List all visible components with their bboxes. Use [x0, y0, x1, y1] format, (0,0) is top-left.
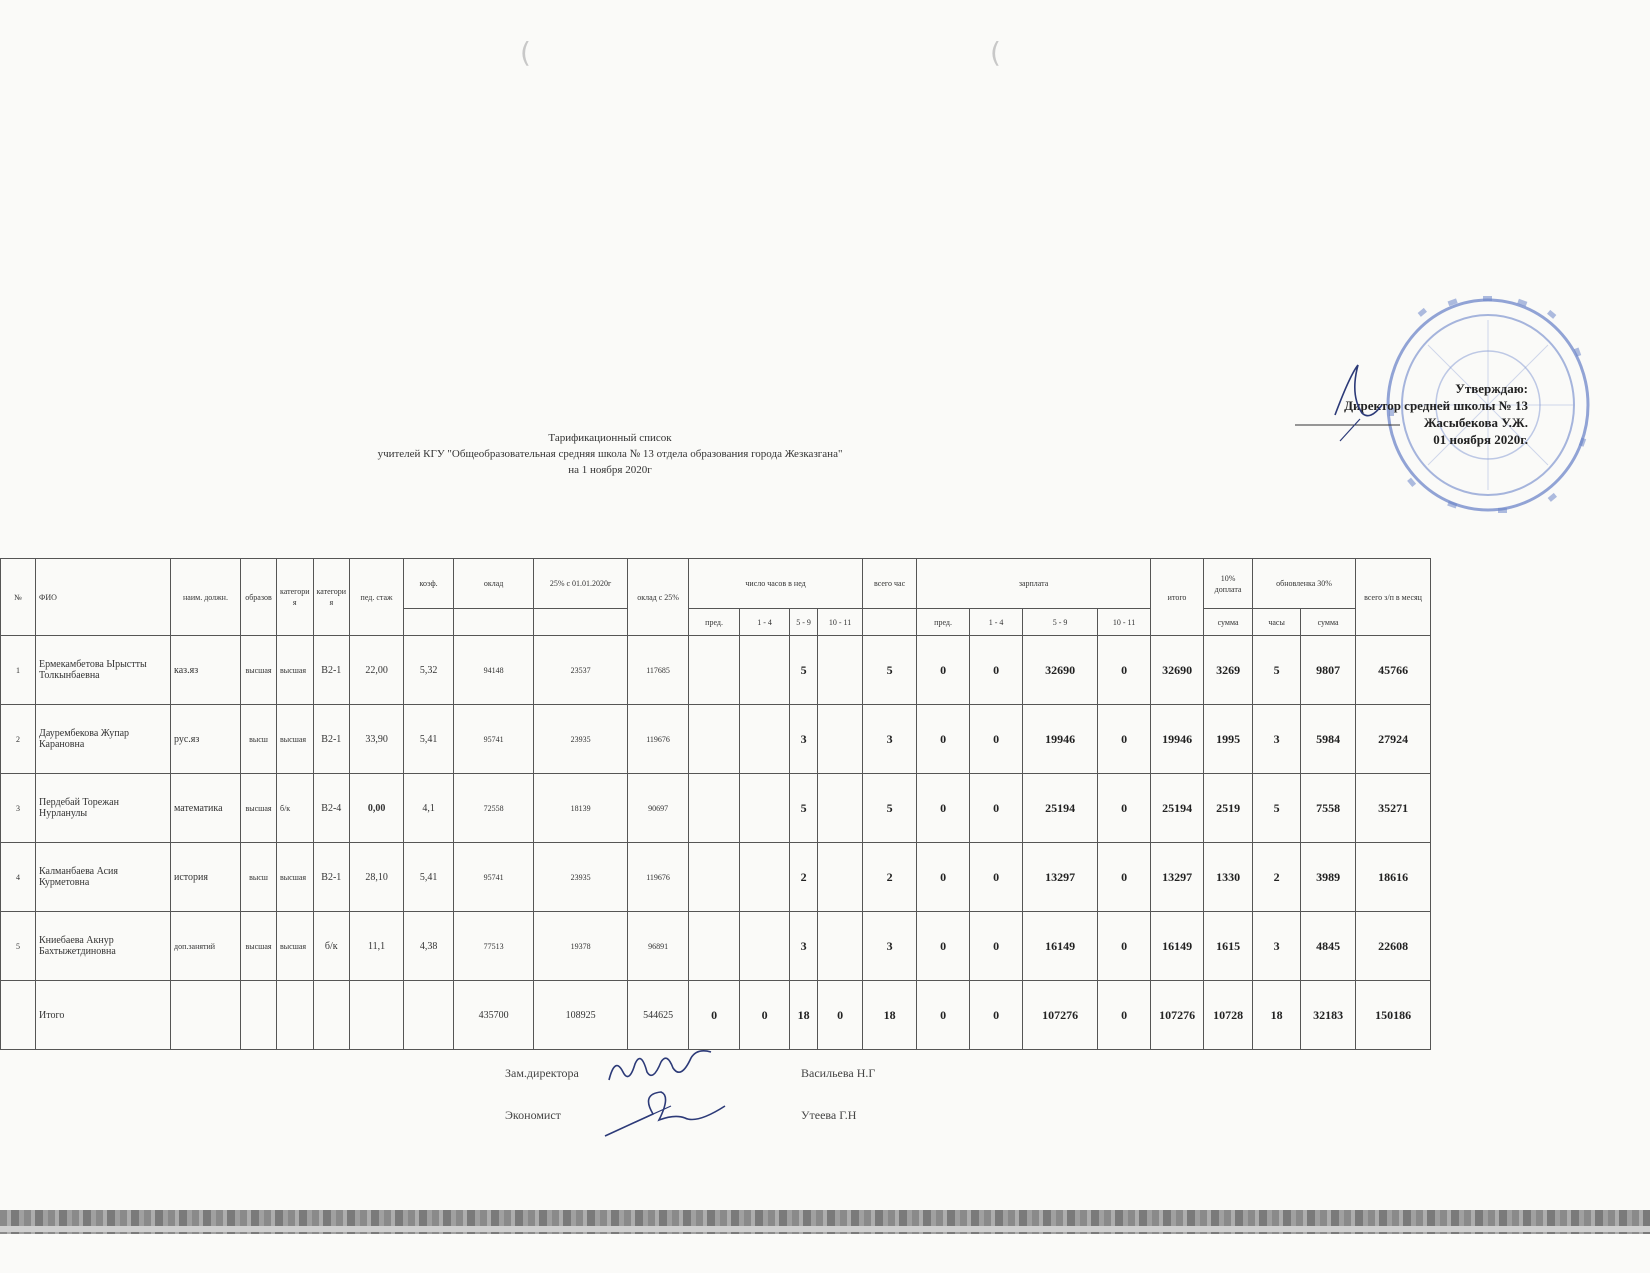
cell-check10: 1330 — [1204, 843, 1253, 912]
punch-hole-mark-right: ( — [990, 36, 1001, 69]
cell-total-hours: 3 — [863, 912, 917, 981]
total-coef-blank — [404, 981, 454, 1050]
table-row — [1, 843, 1431, 912]
cell-wage-1-4: 0 — [970, 705, 1023, 774]
cell-hours-5-9: 3 — [790, 912, 818, 981]
table-row — [1, 636, 1431, 705]
cell-update-hours: 5 — [1253, 636, 1301, 705]
total-pct25: 108925 — [534, 981, 628, 1050]
cell-hours-5-9: 5 — [790, 774, 818, 843]
cell-hours-pre — [689, 912, 740, 981]
header-wage-sub-5-9: 5 - 9 — [1023, 609, 1098, 636]
cell-education: высш — [241, 705, 277, 774]
cell-hours-1-4 — [740, 843, 790, 912]
cell-wage-1-4: 0 — [970, 912, 1023, 981]
cell-hours-1-4 — [740, 774, 790, 843]
total-salary25: 544625 — [628, 981, 689, 1050]
cell-education: высшая — [241, 636, 277, 705]
deputy-role: Зам.директора — [505, 1066, 579, 1080]
cell-wage-10-11: 0 — [1098, 774, 1151, 843]
header-hours-week: число часов в нед — [689, 559, 863, 609]
cell-total-hours: 2 — [863, 843, 917, 912]
cell-pct25: 18139 — [534, 774, 628, 843]
header-salary: оклад — [454, 559, 534, 609]
cell-position: каз.яз — [171, 636, 241, 705]
cell-total-month: 27924 — [1356, 705, 1431, 774]
total-hours-1-4: 0 — [740, 981, 790, 1050]
cell-hours-10-11 — [818, 636, 863, 705]
cell-coef: 5,32 — [404, 636, 454, 705]
cell-category-1: высшая — [277, 636, 314, 705]
total-wage-1-4: 0 — [970, 981, 1023, 1050]
cell-update-sum: 4845 — [1301, 912, 1356, 981]
total-position-blank — [171, 981, 241, 1050]
total-check10: 10728 — [1204, 981, 1253, 1050]
total-wage-10-11: 0 — [1098, 981, 1151, 1050]
cell-hours-pre — [689, 636, 740, 705]
header-salary25: оклад с 25% — [628, 559, 689, 636]
cell-category-1: высшая — [277, 843, 314, 912]
cell-salary: 77513 — [454, 912, 534, 981]
cell-update-sum: 9807 — [1301, 636, 1356, 705]
total-wage-pre: 0 — [917, 981, 970, 1050]
cell-hours-1-4 — [740, 705, 790, 774]
cell-wage-pre: 0 — [917, 843, 970, 912]
cell-salary: 72558 — [454, 774, 534, 843]
cell-category-2: В2-4 — [313, 774, 350, 843]
cell-total: 25194 — [1151, 774, 1204, 843]
cell-experience: 28,10 — [350, 843, 404, 912]
header-wage-sub-1-4: 1 - 4 — [970, 609, 1023, 636]
total-label: Итого — [36, 981, 171, 1050]
cell-check10: 1615 — [1204, 912, 1253, 981]
cell-wage-pre: 0 — [917, 636, 970, 705]
cell-education: высш — [241, 843, 277, 912]
cell-num: 4 — [1, 843, 36, 912]
title-line-1: Тарификационный список — [548, 432, 672, 444]
cell-total-hours: 3 — [863, 705, 917, 774]
header-total-month: всего з/п в месяц — [1356, 559, 1431, 636]
cell-fio: Книебаева Акнур Бахтыжетдиновна — [36, 912, 171, 981]
approval-name: Жасыбекова У.Ж. — [1423, 415, 1528, 430]
total-total: 107276 — [1151, 981, 1204, 1050]
cell-coef: 5,41 — [404, 705, 454, 774]
cell-experience: 0,00 — [350, 774, 404, 843]
total-hours-10-11: 0 — [818, 981, 863, 1050]
header-fio: ФИО — [36, 559, 171, 636]
cell-category-2: В2-1 — [313, 705, 350, 774]
header-pct25: 25% с 01.01.2020г — [534, 559, 628, 609]
cell-wage-5-9: 19946 — [1023, 705, 1098, 774]
cell-update-sum: 7558 — [1301, 774, 1356, 843]
table-header-row-1 — [1, 559, 1431, 609]
cell-education: высшая — [241, 774, 277, 843]
cell-position: рус.яз — [171, 705, 241, 774]
cell-experience: 22,00 — [350, 636, 404, 705]
cell-total-hours: 5 — [863, 774, 917, 843]
header-sub-pre: пред. — [689, 609, 740, 636]
cell-total-hours: 5 — [863, 636, 917, 705]
cell-salary: 94148 — [454, 636, 534, 705]
cell-update-hours: 5 — [1253, 774, 1301, 843]
header-sub-10-11: 10 - 11 — [818, 609, 863, 636]
scan-edge-shadow — [0, 1226, 1650, 1232]
total-salary: 435700 — [454, 981, 534, 1050]
total-wage-5-9: 107276 — [1023, 981, 1098, 1050]
cell-wage-1-4: 0 — [970, 636, 1023, 705]
title-line-3: на 1 ноября 2020г — [568, 464, 652, 476]
cell-pct25: 19378 — [534, 912, 628, 981]
cell-wage-10-11: 0 — [1098, 912, 1151, 981]
table-row — [1, 774, 1431, 843]
cell-pct25: 23935 — [534, 843, 628, 912]
table-row — [1, 705, 1431, 774]
header-num: № — [1, 559, 36, 636]
cell-hours-5-9: 5 — [790, 636, 818, 705]
cell-wage-pre: 0 — [917, 912, 970, 981]
cell-hours-5-9: 2 — [790, 843, 818, 912]
cell-coef: 4,38 — [404, 912, 454, 981]
cell-hours-10-11 — [818, 843, 863, 912]
total-num-blank — [1, 981, 36, 1050]
total-total-month: 150186 — [1356, 981, 1431, 1050]
economist-name: Утеева Г.Н — [801, 1108, 857, 1122]
approval-position: Директор средней школы № 13 — [1344, 398, 1528, 413]
cell-category-2: В2-1 — [313, 843, 350, 912]
cell-total: 16149 — [1151, 912, 1204, 981]
cell-category-1: высшая — [277, 912, 314, 981]
header-update30: обновленка 30% — [1253, 559, 1356, 609]
cell-salary25: 117685 — [628, 636, 689, 705]
cell-fio: Даурембекова Жупар Карановна — [36, 705, 171, 774]
cell-hours-1-4 — [740, 636, 790, 705]
cell-coef: 4,1 — [404, 774, 454, 843]
header-education: образов — [241, 559, 277, 636]
approval-heading: Утверждаю: — [1455, 381, 1528, 396]
title-line-2: учителей КГУ "Общеобразовательная средняя школа № 13 отдела образования города Жезказгана" — [377, 448, 843, 460]
total-hours-5-9: 18 — [790, 981, 818, 1050]
table-total-row — [1, 981, 1431, 1050]
cell-hours-5-9: 3 — [790, 705, 818, 774]
cell-salary: 95741 — [454, 705, 534, 774]
cell-check10: 3269 — [1204, 636, 1253, 705]
cell-position: доп.занятий — [171, 912, 241, 981]
cell-hours-pre — [689, 705, 740, 774]
cell-category-2: В2-1 — [313, 636, 350, 705]
economist-role: Экономист — [505, 1108, 561, 1122]
economist-signature — [601, 1084, 731, 1144]
header-total-hours: всего час — [863, 559, 917, 609]
cell-salary25: 90697 — [628, 774, 689, 843]
header-total-hours-blank — [863, 609, 917, 636]
header-wage-sub-10-11: 10 - 11 — [1098, 609, 1151, 636]
cell-wage-pre: 0 — [917, 705, 970, 774]
cell-wage-10-11: 0 — [1098, 636, 1151, 705]
cell-total-month: 35271 — [1356, 774, 1431, 843]
cell-pct25: 23537 — [534, 636, 628, 705]
cell-hours-pre — [689, 843, 740, 912]
director-signature — [1290, 355, 1410, 445]
header-category-2: категори я — [313, 559, 350, 636]
header-wage: зарплата — [917, 559, 1151, 609]
total-category-2-blank — [313, 981, 350, 1050]
deputy-name: Васильева Н.Г — [801, 1066, 876, 1080]
cell-wage-5-9: 16149 — [1023, 912, 1098, 981]
header-update-hours: часы — [1253, 609, 1301, 636]
total-update-sum: 32183 — [1301, 981, 1356, 1050]
cell-category-1: высшая — [277, 705, 314, 774]
cell-experience: 33,90 — [350, 705, 404, 774]
cell-salary25: 96891 — [628, 912, 689, 981]
approval-date: 01 ноября 2020г. — [1433, 432, 1528, 447]
cell-update-hours: 3 — [1253, 912, 1301, 981]
cell-total: 32690 — [1151, 636, 1204, 705]
cell-category-1: б/к — [277, 774, 314, 843]
cell-update-sum: 3989 — [1301, 843, 1356, 912]
cell-wage-1-4: 0 — [970, 843, 1023, 912]
cell-salary25: 119676 — [628, 705, 689, 774]
header-total: итого — [1151, 559, 1204, 636]
total-total-hours: 18 — [863, 981, 917, 1050]
header-experience: пед. стаж — [350, 559, 404, 636]
total-education-blank — [241, 981, 277, 1050]
header-check10: 10% доплата — [1204, 559, 1253, 609]
cell-fio: Пердебай Торежан Нурланулы — [36, 774, 171, 843]
header-pct25-blank — [534, 609, 628, 636]
punch-hole-mark-left: ( — [520, 36, 531, 69]
cell-hours-1-4 — [740, 912, 790, 981]
cell-update-hours: 2 — [1253, 843, 1301, 912]
cell-check10: 2519 — [1204, 774, 1253, 843]
cell-pct25: 23935 — [534, 705, 628, 774]
header-salary-blank — [454, 609, 534, 636]
cell-check10: 1995 — [1204, 705, 1253, 774]
cell-fio: Ермекамбетова Ырыстты Толкынбаевна — [36, 636, 171, 705]
cell-experience: 11,1 — [350, 912, 404, 981]
total-category-1-blank — [277, 981, 314, 1050]
header-check10-sum: сумма — [1204, 609, 1253, 636]
cell-wage-10-11: 0 — [1098, 843, 1151, 912]
header-category-1: категори я — [277, 559, 314, 636]
cell-hours-pre — [689, 774, 740, 843]
total-update-hours: 18 — [1253, 981, 1301, 1050]
cell-wage-1-4: 0 — [970, 774, 1023, 843]
cell-num: 1 — [1, 636, 36, 705]
header-wage-sub-pre: пред. — [917, 609, 970, 636]
cell-wage-5-9: 25194 — [1023, 774, 1098, 843]
cell-total-month: 22608 — [1356, 912, 1431, 981]
header-update-sum: сумма — [1301, 609, 1356, 636]
cell-coef: 5,41 — [404, 843, 454, 912]
cell-hours-10-11 — [818, 912, 863, 981]
cell-wage-5-9: 13297 — [1023, 843, 1098, 912]
cell-wage-10-11: 0 — [1098, 705, 1151, 774]
total-hours-pre: 0 — [689, 981, 740, 1050]
cell-hours-10-11 — [818, 705, 863, 774]
cell-position: история — [171, 843, 241, 912]
total-experience-blank — [350, 981, 404, 1050]
table-row — [1, 912, 1431, 981]
cell-wage-pre: 0 — [917, 774, 970, 843]
signature-row-economist — [505, 1102, 925, 1144]
cell-num: 3 — [1, 774, 36, 843]
header-position: наим. должн. — [171, 559, 241, 636]
cell-total-month: 45766 — [1356, 636, 1431, 705]
cell-position: математика — [171, 774, 241, 843]
header-sub-1-4: 1 - 4 — [740, 609, 790, 636]
cell-total: 19946 — [1151, 705, 1204, 774]
cell-num: 2 — [1, 705, 36, 774]
header-coef: коэф. — [404, 559, 454, 609]
cell-total-month: 18616 — [1356, 843, 1431, 912]
cell-update-sum: 5984 — [1301, 705, 1356, 774]
cell-education: высшая — [241, 912, 277, 981]
header-sub-5-9: 5 - 9 — [790, 609, 818, 636]
cell-salary25: 119676 — [628, 843, 689, 912]
cell-wage-5-9: 32690 — [1023, 636, 1098, 705]
cell-fio: Калманбаева Асия Курметовна — [36, 843, 171, 912]
tariff-table — [0, 558, 1431, 1050]
cell-category-2: б/к — [313, 912, 350, 981]
document-title-block — [230, 430, 990, 478]
header-coef-blank — [404, 609, 454, 636]
cell-update-hours: 3 — [1253, 705, 1301, 774]
cell-salary: 95741 — [454, 843, 534, 912]
cell-hours-10-11 — [818, 774, 863, 843]
signature-block — [505, 1060, 925, 1144]
cell-total: 13297 — [1151, 843, 1204, 912]
cell-num: 5 — [1, 912, 36, 981]
